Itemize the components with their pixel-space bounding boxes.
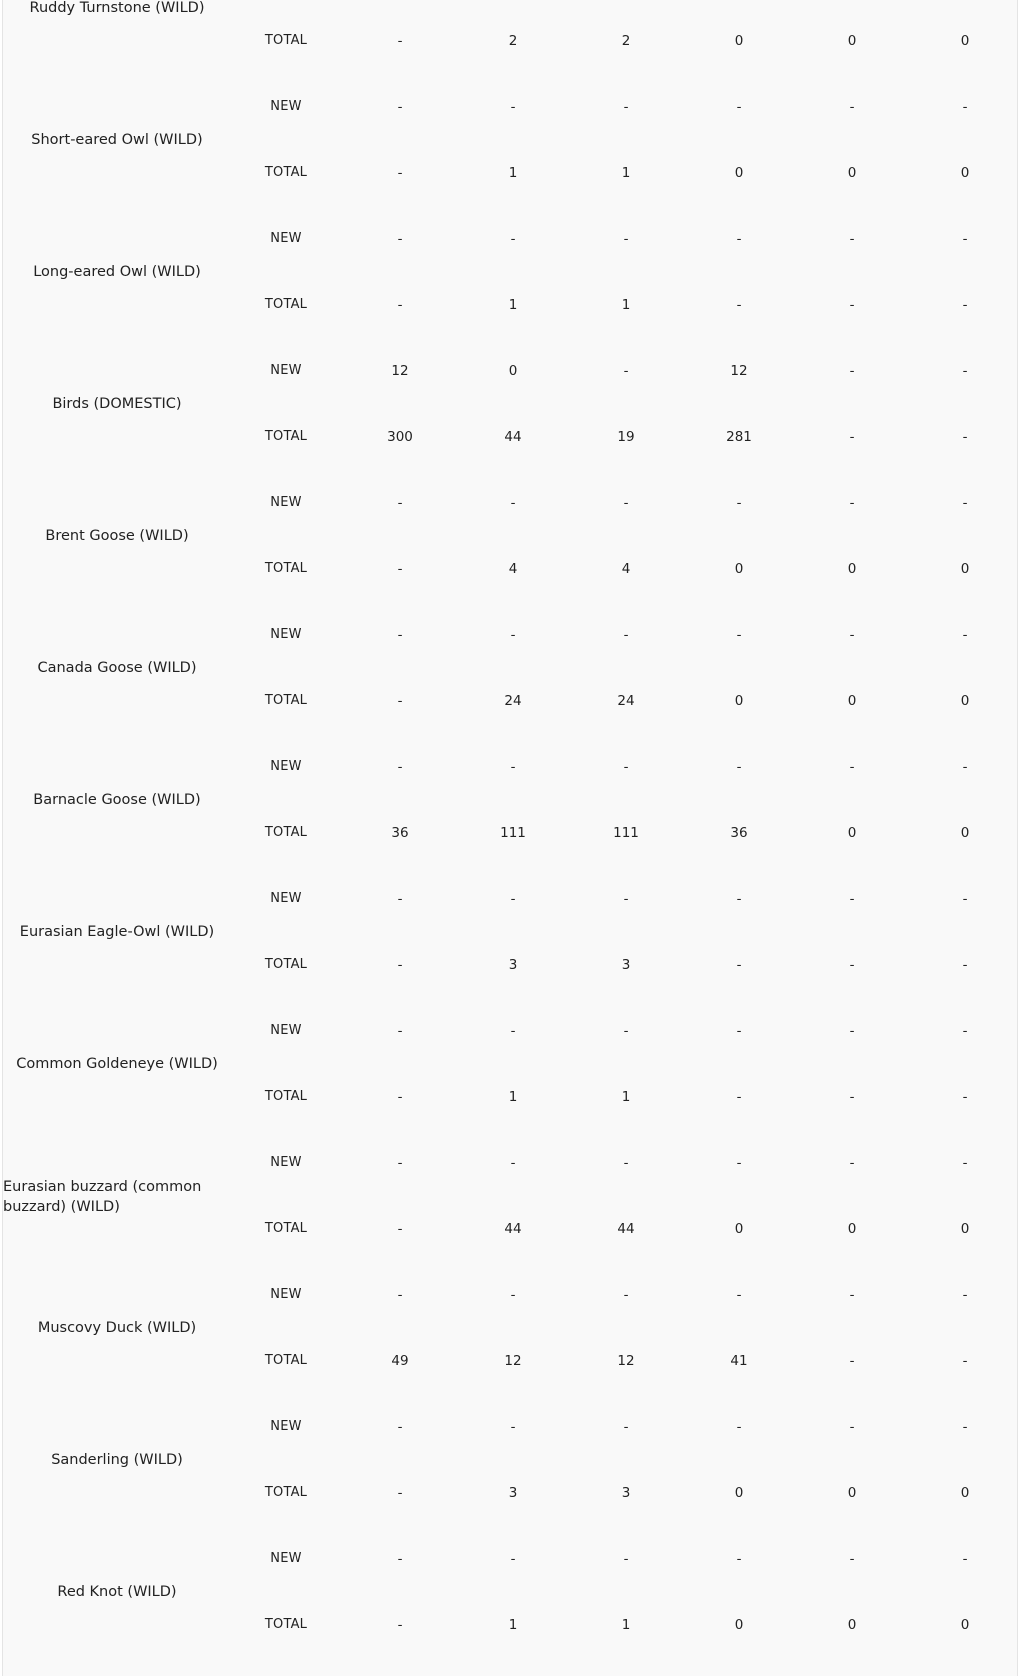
table-cell: 111 xyxy=(500,825,526,841)
table-cell: 3 xyxy=(621,1485,631,1501)
table-cell: 0 xyxy=(847,825,857,841)
total-label: TOTAL xyxy=(264,693,308,708)
table-cell: - xyxy=(397,1023,403,1039)
table-cell: 12 xyxy=(730,363,748,379)
table-cell: 0 xyxy=(734,1485,744,1501)
species-name: Red Knot (WILD) xyxy=(57,1584,177,1600)
table-cell: - xyxy=(397,1155,403,1171)
table-cell: - xyxy=(397,495,403,511)
table-cell: - xyxy=(736,1551,742,1567)
table-cell: - xyxy=(962,1551,968,1567)
table-cell: - xyxy=(397,1617,403,1633)
species-name: Eurasian buzzard (common buzzard) (WILD) xyxy=(3,1179,202,1215)
table-cell: - xyxy=(623,627,629,643)
new-label: NEW xyxy=(270,759,302,774)
table-cell: - xyxy=(736,759,742,775)
table-cell: - xyxy=(736,1023,742,1039)
table-cell: - xyxy=(962,891,968,907)
table-cell: - xyxy=(849,1155,855,1171)
total-row xyxy=(3,691,1019,711)
table-cell: - xyxy=(623,231,629,247)
table-cell: 44 xyxy=(617,1221,635,1237)
table-cell: 0 xyxy=(847,561,857,577)
total-row xyxy=(3,559,1019,579)
table-cell: - xyxy=(962,495,968,511)
new-label: NEW xyxy=(270,495,302,510)
total-label: TOTAL xyxy=(264,165,308,180)
table-cell: - xyxy=(962,429,968,445)
table-cell: - xyxy=(849,891,855,907)
table-cell: - xyxy=(397,1287,403,1303)
table-cell: 0 xyxy=(847,1221,857,1237)
table-cell: 0 xyxy=(960,1221,970,1237)
table-cell: - xyxy=(962,231,968,247)
table-cell: - xyxy=(397,1419,403,1435)
table-cell: 2 xyxy=(508,33,518,49)
species-name: Brent Goose (WILD) xyxy=(45,528,189,544)
table-cell: - xyxy=(510,627,516,643)
table-cell: - xyxy=(849,1551,855,1567)
table-cell: 3 xyxy=(621,957,631,973)
table-cell: 0 xyxy=(960,1617,970,1633)
table-cell: 0 xyxy=(960,1485,970,1501)
table-cell: 44 xyxy=(504,429,522,445)
table-cell: 0 xyxy=(734,33,744,49)
table-cell: - xyxy=(397,99,403,115)
table-cell: - xyxy=(623,99,629,115)
table-cell: - xyxy=(962,1155,968,1171)
new-row xyxy=(3,361,1019,381)
species-name: Common Goldeneye (WILD) xyxy=(16,1056,218,1072)
table-cell: - xyxy=(849,1023,855,1039)
species-name: Long-eared Owl (WILD) xyxy=(33,264,201,280)
new-label: NEW xyxy=(270,1419,302,1434)
table-cell: 2 xyxy=(621,33,631,49)
table-cell: 1 xyxy=(621,297,631,313)
table-cell: - xyxy=(397,165,403,181)
table-cell: - xyxy=(849,1089,855,1105)
table-cell: 12 xyxy=(504,1353,522,1369)
table-cell: - xyxy=(736,1419,742,1435)
new-label: NEW xyxy=(270,363,302,378)
table-cell: - xyxy=(736,957,742,973)
new-row xyxy=(3,1549,1019,1569)
species-name: Ruddy Turnstone (WILD) xyxy=(29,0,205,16)
total-label: TOTAL xyxy=(264,1353,308,1368)
table-cell: - xyxy=(510,99,516,115)
table-cell: - xyxy=(736,891,742,907)
table-cell: - xyxy=(736,231,742,247)
table-cell: - xyxy=(962,99,968,115)
total-label: TOTAL xyxy=(264,825,308,840)
table-cell: 12 xyxy=(617,1353,635,1369)
table-cell: - xyxy=(736,99,742,115)
table-cell: - xyxy=(623,1419,629,1435)
table-cell: - xyxy=(397,891,403,907)
total-row xyxy=(3,823,1019,843)
new-label: NEW xyxy=(270,1287,302,1302)
outbreak-table-panel xyxy=(2,0,1018,1676)
table-cell: 0 xyxy=(734,1221,744,1237)
new-label: NEW xyxy=(270,231,302,246)
table-cell: - xyxy=(510,495,516,511)
table-cell: 0 xyxy=(960,561,970,577)
table-cell: - xyxy=(962,297,968,313)
species-name: Short-eared Owl (WILD) xyxy=(31,132,203,148)
species-name: Barnacle Goose (WILD) xyxy=(33,792,201,808)
table-cell: - xyxy=(736,1155,742,1171)
table-cell: 0 xyxy=(960,693,970,709)
table-cell: - xyxy=(736,495,742,511)
table-cell: - xyxy=(397,693,403,709)
total-row xyxy=(3,1351,1019,1371)
species-name: Birds (DOMESTIC) xyxy=(52,396,182,412)
table-cell: 1 xyxy=(508,297,518,313)
new-row xyxy=(3,1153,1019,1173)
table-cell: 41 xyxy=(730,1353,748,1369)
table-cell: 1 xyxy=(621,1089,631,1105)
table-cell: - xyxy=(736,1089,742,1105)
table-cell: - xyxy=(510,1551,516,1567)
table-cell: - xyxy=(397,231,403,247)
table-cell: 0 xyxy=(508,363,518,379)
table-cell: 0 xyxy=(960,165,970,181)
table-cell: 24 xyxy=(617,693,635,709)
species-name: Muscovy Duck (WILD) xyxy=(37,1320,197,1336)
total-row xyxy=(3,163,1019,183)
total-row xyxy=(3,295,1019,315)
table-cell: - xyxy=(397,957,403,973)
table-cell: - xyxy=(849,1419,855,1435)
table-cell: 44 xyxy=(504,1221,522,1237)
table-cell: - xyxy=(510,1155,516,1171)
table-cell: 24 xyxy=(504,693,522,709)
table-cell: - xyxy=(849,1287,855,1303)
table-cell: - xyxy=(736,1287,742,1303)
new-label: NEW xyxy=(270,891,302,906)
species-name: Canada Goose (WILD) xyxy=(37,660,197,676)
table-cell: - xyxy=(510,231,516,247)
table-cell: 0 xyxy=(734,561,744,577)
table-cell: - xyxy=(397,627,403,643)
total-row xyxy=(3,427,1019,447)
table-cell: - xyxy=(849,759,855,775)
table-cell: 0 xyxy=(847,693,857,709)
table-cell: - xyxy=(849,363,855,379)
table-cell: - xyxy=(510,759,516,775)
table-cell: 0 xyxy=(847,33,857,49)
new-row xyxy=(3,229,1019,249)
total-row xyxy=(3,1087,1019,1107)
total-row xyxy=(3,1615,1019,1635)
new-label: NEW xyxy=(270,99,302,114)
table-cell: - xyxy=(397,759,403,775)
table-cell: - xyxy=(510,1419,516,1435)
table-cell: 19 xyxy=(617,429,635,445)
table-cell: 49 xyxy=(391,1353,409,1369)
new-row xyxy=(3,625,1019,645)
table-cell: - xyxy=(623,1155,629,1171)
table-cell: - xyxy=(849,957,855,973)
table-cell: 0 xyxy=(734,1617,744,1633)
table-cell: 1 xyxy=(621,165,631,181)
new-row xyxy=(3,757,1019,777)
new-label: NEW xyxy=(270,627,302,642)
total-label: TOTAL xyxy=(264,297,308,312)
table-cell: - xyxy=(397,1089,403,1105)
table-cell: 0 xyxy=(847,1485,857,1501)
total-label: TOTAL xyxy=(264,1617,308,1632)
table-cell: 0 xyxy=(960,33,970,49)
table-cell: - xyxy=(623,1023,629,1039)
total-label: TOTAL xyxy=(264,429,308,444)
table-cell: - xyxy=(623,759,629,775)
total-row xyxy=(3,1483,1019,1503)
table-cell: - xyxy=(962,627,968,643)
table-cell: - xyxy=(962,1353,968,1369)
table-cell: 1 xyxy=(508,165,518,181)
table-cell: - xyxy=(962,957,968,973)
table-cell: - xyxy=(397,561,403,577)
table-cell: - xyxy=(849,627,855,643)
table-cell: - xyxy=(397,1485,403,1501)
table-cell: - xyxy=(623,891,629,907)
table-cell: - xyxy=(962,363,968,379)
table-cell: - xyxy=(962,1287,968,1303)
table-cell: - xyxy=(623,495,629,511)
total-label: TOTAL xyxy=(264,561,308,576)
table-cell: - xyxy=(849,297,855,313)
table-cell: - xyxy=(849,1353,855,1369)
new-row xyxy=(3,889,1019,909)
new-row xyxy=(3,1021,1019,1041)
table-cell: - xyxy=(962,1023,968,1039)
table-cell: - xyxy=(623,1287,629,1303)
species-name: Sanderling (WILD) xyxy=(51,1452,183,1468)
table-cell: 1 xyxy=(508,1617,518,1633)
table-cell: 3 xyxy=(508,1485,518,1501)
table-cell: - xyxy=(397,1551,403,1567)
total-label: TOTAL xyxy=(264,1221,308,1236)
new-label: NEW xyxy=(270,1155,302,1170)
table-cell: 0 xyxy=(847,165,857,181)
total-label: TOTAL xyxy=(264,33,308,48)
table-cell: - xyxy=(736,297,742,313)
total-row xyxy=(3,955,1019,975)
total-label: TOTAL xyxy=(264,957,308,972)
table-cell: 111 xyxy=(613,825,639,841)
table-cell: - xyxy=(397,1221,403,1237)
new-row xyxy=(3,1417,1019,1437)
total-label: TOTAL xyxy=(264,1089,308,1104)
table-cell: - xyxy=(397,33,403,49)
table-cell: - xyxy=(962,1419,968,1435)
total-label: TOTAL xyxy=(264,1485,308,1500)
species-name: Eurasian Eagle-Owl (WILD) xyxy=(19,924,215,940)
table-cell: 1 xyxy=(508,1089,518,1105)
table-cell: - xyxy=(510,891,516,907)
new-row xyxy=(3,493,1019,513)
table-cell: 4 xyxy=(508,561,518,577)
new-label: NEW xyxy=(270,1023,302,1038)
table-cell: 4 xyxy=(621,561,631,577)
table-cell: 0 xyxy=(960,825,970,841)
table-cell: 12 xyxy=(391,363,409,379)
new-label: NEW xyxy=(270,1551,302,1566)
table-cell: - xyxy=(623,1551,629,1567)
table-cell: 1 xyxy=(621,1617,631,1633)
table-cell: 0 xyxy=(847,1617,857,1633)
table-cell: - xyxy=(849,429,855,445)
table-cell: - xyxy=(736,627,742,643)
table-cell: - xyxy=(849,99,855,115)
table-cell: - xyxy=(849,231,855,247)
table-cell: 0 xyxy=(734,165,744,181)
table-cell: - xyxy=(849,495,855,511)
table-cell: - xyxy=(510,1287,516,1303)
table-cell: - xyxy=(962,759,968,775)
table-cell: 281 xyxy=(726,429,752,445)
new-row xyxy=(3,1285,1019,1305)
table-cell: - xyxy=(510,1023,516,1039)
table-cell: - xyxy=(397,297,403,313)
table-cell: - xyxy=(623,363,629,379)
table-cell: 36 xyxy=(730,825,748,841)
table-cell: 36 xyxy=(391,825,409,841)
table-cell: 300 xyxy=(387,429,413,445)
table-cell: 3 xyxy=(508,957,518,973)
table-cell: 0 xyxy=(734,693,744,709)
table-cell: - xyxy=(962,1089,968,1105)
total-row xyxy=(3,1219,1019,1239)
